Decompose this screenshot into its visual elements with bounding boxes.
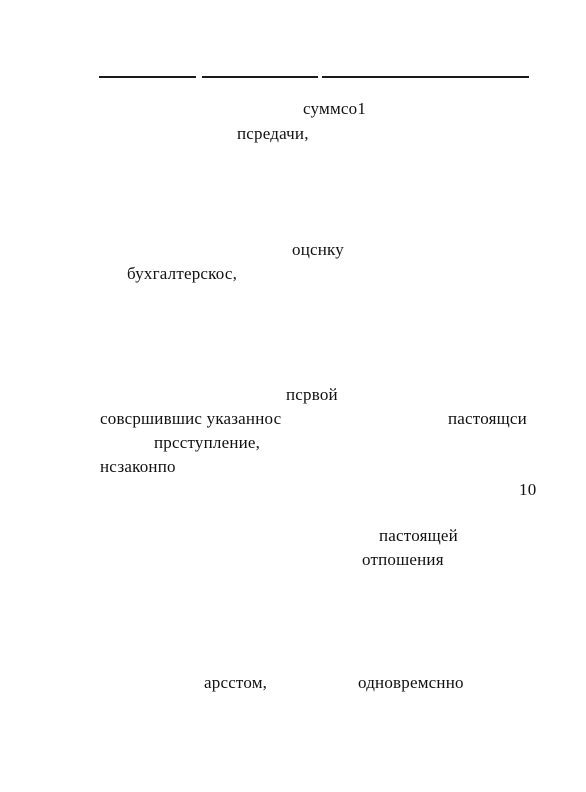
text-fragment: оцснку [292,240,344,259]
text-fragment: одновремснно [358,673,464,692]
text-fragment: псредачи, [237,124,309,143]
page-number: 10 [519,480,537,499]
text-fragment: бухгалтерскос, [127,264,238,283]
text-fragment: прсступление, [154,433,261,452]
text-fragment: псрвой [286,385,338,404]
text-fragment: пастоящей [379,526,458,545]
text-fragment: пастоящси [448,409,527,428]
header-rule [99,76,529,78]
text-fragment: арсстом, [204,673,268,692]
text-fragment: нсзаконпо [100,457,176,476]
header-rule-gap [318,75,322,79]
header-rule-gap [196,75,202,79]
text-fragment: отпошения [362,550,444,569]
text-fragment: суммсо1 [303,99,367,118]
text-fragment: совсршившис указаннос [100,409,282,428]
